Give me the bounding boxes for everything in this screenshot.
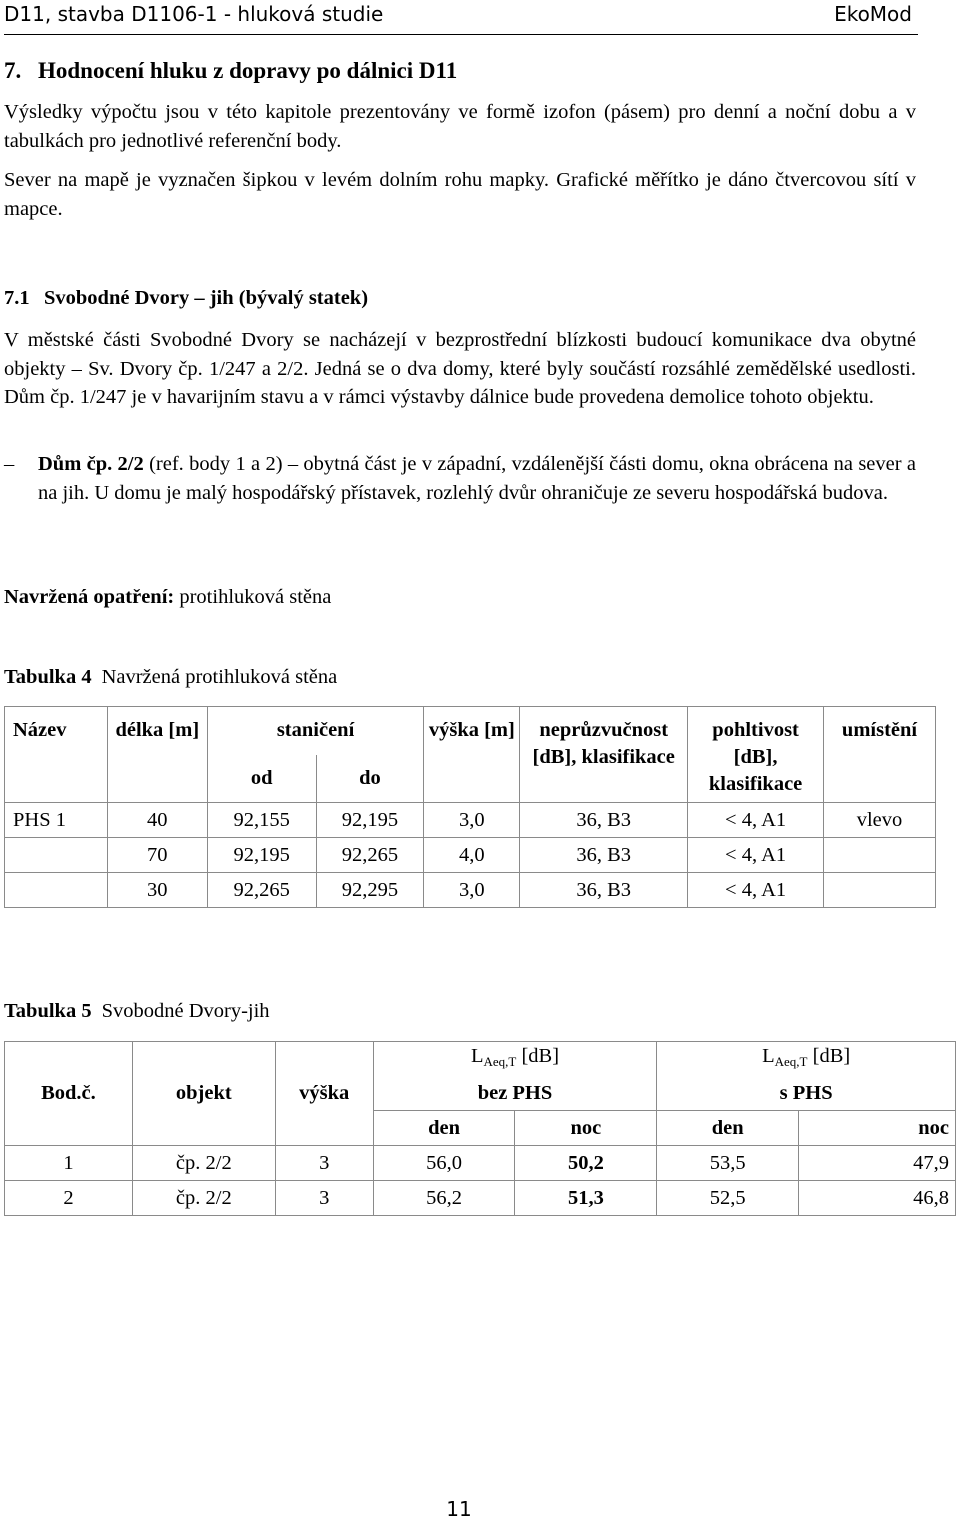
building-label: Dům čp. 2/2 <box>38 453 144 475</box>
cell-without-day: 56,0 <box>373 1146 515 1181</box>
cell-with-night: 46,8 <box>799 1181 956 1216</box>
col-header-height: výška <box>275 1042 373 1146</box>
col-header-object: objekt <box>132 1042 275 1146</box>
cell-with-night: 47,9 <box>799 1146 956 1181</box>
laeq-symbol: L <box>470 1045 484 1067</box>
cell-without-night: 51,3 <box>515 1181 657 1216</box>
section-number: 7. <box>4 58 22 83</box>
section-heading <box>4 58 457 84</box>
cell-absorption: < 4, A1 <box>688 803 824 838</box>
cell-insulation: 36, B3 <box>520 838 688 873</box>
list-item <box>4 450 916 507</box>
page-header <box>4 0 918 35</box>
cell-from: 92,155 <box>207 803 316 838</box>
table5-caption-label: Tabulka 5 <box>4 1000 92 1022</box>
laeq-unit: [dB] <box>516 1045 560 1067</box>
cell-with-day: 53,5 <box>657 1146 799 1181</box>
col-header-to: do <box>316 755 424 803</box>
table-row <box>5 1181 956 1216</box>
table4-caption-label: Tabulka 4 <box>4 666 92 688</box>
laeq-unit: [dB] <box>807 1045 851 1067</box>
table5-caption <box>4 1000 270 1023</box>
cell-name <box>5 873 108 908</box>
cell-length: 40 <box>107 803 207 838</box>
col-header-stationing: staničení <box>207 707 424 755</box>
col-header-without-phs: bez PHS <box>373 1076 657 1111</box>
cell-length: 70 <box>107 838 207 873</box>
measures-label: Navržená opatření: <box>4 586 175 608</box>
col-header-from: od <box>207 755 316 803</box>
cell-height: 3 <box>275 1146 373 1181</box>
cell-height: 4,0 <box>424 838 520 873</box>
cell-placement <box>824 838 936 873</box>
cell-absorption: < 4, A1 <box>688 873 824 908</box>
table-noise-barrier <box>4 706 936 908</box>
cell-absorption: < 4, A1 <box>688 838 824 873</box>
cell-without-day: 56,2 <box>373 1181 515 1216</box>
cell-from: 92,265 <box>207 873 316 908</box>
section-title: Hodnocení hluku z dopravy po dálnici D11 <box>38 58 458 83</box>
cell-name: PHS 1 <box>5 803 108 838</box>
table-row <box>5 873 936 908</box>
cell-insulation: 36, B3 <box>520 803 688 838</box>
table-noise-levels <box>4 1041 956 1216</box>
table4-caption-text: Navržená protihluková stěna <box>101 666 338 688</box>
laeq-subscript: Aeq,T <box>774 1054 808 1069</box>
document-title: D11, stavba D1106-1 - hluková studie <box>4 2 384 26</box>
cell-height: 3 <box>275 1181 373 1216</box>
col-header-day: den <box>657 1111 799 1146</box>
paragraph-north: Sever na mapě je vyznačen šipkou v levém dolním rohu mapky. Grafické měřítko je dáno čtvercovou sítí v mapce. <box>4 169 916 220</box>
col-header-point: Bod.č. <box>5 1042 133 1146</box>
measures-line <box>4 586 331 609</box>
measures-value: protihluková stěna <box>174 586 332 608</box>
col-header-placement: umístění <box>824 707 936 803</box>
cell-to: 92,295 <box>316 873 424 908</box>
cell-object: čp. 2/2 <box>132 1181 275 1216</box>
cell-placement <box>824 873 936 908</box>
cell-insulation: 36, B3 <box>520 873 688 908</box>
paragraph-description: V městské části Svobodné Dvory se nacházejí v bezprostřední blízkosti budoucí komunikace dva obytné objekty – Sv. Dvory čp. 1/247 a 2/2. Jedná se o dva domy, které byly součástí rozsáhlé zemědělské usedlosti. Dům čp. 1/247 je v havarijním stavu a v rámci výstavby dálnice bude provedena demolice tohoto objektu. <box>4 329 916 408</box>
cell-point: 2 <box>5 1181 133 1216</box>
cell-without-night: 50,2 <box>515 1146 657 1181</box>
table-row <box>5 1146 956 1181</box>
col-header-laeq-without <box>373 1042 657 1077</box>
dash-bullet: – <box>4 453 15 475</box>
col-header-height: výška [m] <box>424 707 520 803</box>
cell-from: 92,195 <box>207 838 316 873</box>
cell-height: 3,0 <box>424 873 520 908</box>
laeq-subscript: Aeq,T <box>483 1054 517 1069</box>
cell-length: 30 <box>107 873 207 908</box>
table4-caption <box>4 666 337 689</box>
cell-name <box>5 838 108 873</box>
cell-point: 1 <box>5 1146 133 1181</box>
table5-caption-text: Svobodné Dvory-jih <box>101 1000 270 1022</box>
paragraph-results: Výsledky výpočtu jsou v této kapitole prezentovány ve formě izofon (pásem) pro denní a noční dobu a v tabulkách pro jednotlivé referenční body. <box>4 101 916 152</box>
subsection-title: Svobodné Dvory – jih (bývalý statek) <box>44 287 369 309</box>
col-header-insulation: neprůzvučnost [dB], klasifikace <box>520 707 688 803</box>
cell-object: čp. 2/2 <box>132 1146 275 1181</box>
col-header-day: den <box>373 1111 515 1146</box>
col-header-absorption: pohltivost [dB], klasifikace <box>688 707 824 803</box>
col-header-night: noc <box>799 1111 956 1146</box>
cell-height: 3,0 <box>424 803 520 838</box>
col-header-name: Název <box>5 707 108 803</box>
col-header-laeq-with <box>657 1042 956 1077</box>
cell-to: 92,265 <box>316 838 424 873</box>
col-header-length: délka [m] <box>107 707 207 803</box>
cell-with-day: 52,5 <box>657 1181 799 1216</box>
col-header-night: noc <box>515 1111 657 1146</box>
col-header-with-phs: s PHS <box>657 1076 956 1111</box>
company-name: EkoMod <box>834 2 912 26</box>
cell-placement: vlevo <box>824 803 936 838</box>
building-description: (ref. body 1 a 2) – obytná část je v západní, vzdálenější části domu, okna obrácena na sever a na jih. U domu je malý hospodářský přístavek, rozlehlý dvůr ohraničuje ze severu hospodářská budova. <box>38 453 917 504</box>
laeq-symbol: L <box>762 1045 775 1067</box>
table-row <box>5 838 936 873</box>
table-row <box>5 803 936 838</box>
subsection-heading <box>4 287 368 310</box>
page-number: 11 <box>446 1497 472 1521</box>
cell-to: 92,195 <box>316 803 424 838</box>
subsection-number: 7.1 <box>4 287 30 309</box>
